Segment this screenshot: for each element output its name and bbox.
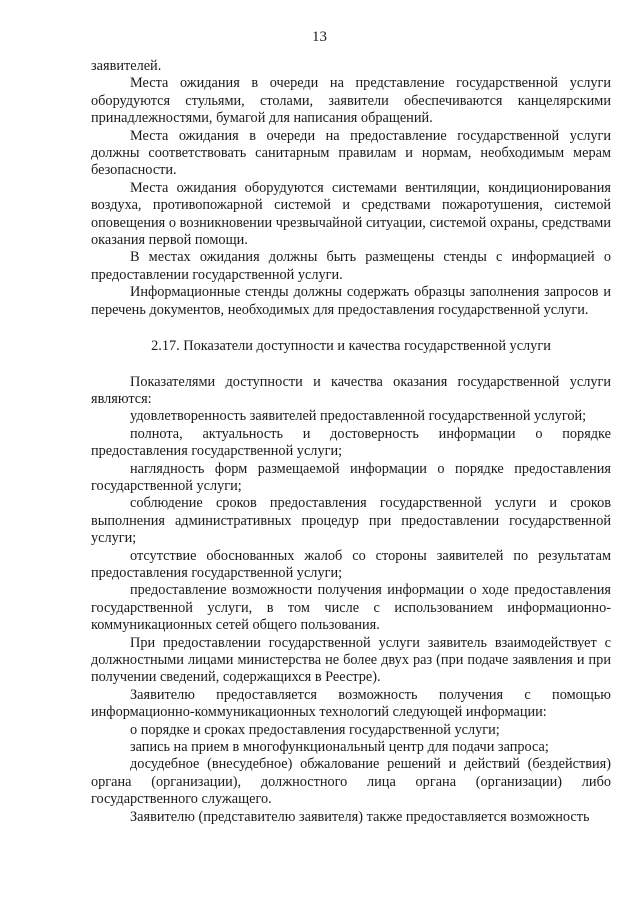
list-item: наглядность форм размещаемой информации о порядке предоставления государственной услуги;	[91, 460, 611, 494]
paragraph: При предоставлении государственной услуги заявитель взаимодействует с должностными лицами министерства не более двух раз (при подаче заявления и при получении сведений, содержащихся в Реестре).	[91, 634, 611, 686]
paragraph: Места ожидания в очереди на предоставление государственной услуги должны соответствовать санитарным правилам и нормам, необходимым мерам безопасности.	[91, 127, 611, 179]
paragraph: Показателями доступности и качества оказания государственной услуги являются:	[91, 373, 611, 407]
list-item: предоставление возможности получения информации о ходе предоставления государственной услуги, в том числе с использованием информационно-коммуникационных сетей общего пользования.	[91, 582, 611, 634]
document-body	[91, 58, 611, 826]
page-number: 13	[312, 29, 327, 45]
paragraph: Места ожидания оборудуются системами вентиляции, кондиционирования воздуха, противопожарной системой и средствами пожаротушения, системой оповещения о возникновении чрезвычайной ситуации, системой охраны, средствами оказания первой помощи.	[91, 179, 611, 249]
list-item: отсутствие обоснованных жалоб со стороны заявителей по результатам предоставления государственной услуги;	[91, 547, 611, 581]
list-item: удовлетворенность заявителей предоставленной государственной услугой;	[130, 408, 587, 425]
list-item: о порядке и сроках предоставления государственной услуги;	[130, 721, 500, 738]
list-item: досудебное (внесудебное) обжалование решений и действий (бездействия) органа (организации), должностного лица органа (организации) либо государственного служащего.	[91, 756, 611, 808]
section-heading: 2.17. Показатели доступности и качества государственной услуги	[151, 338, 551, 355]
list-item: соблюдение сроков предоставления государственной услуги и сроков выполнения административных процедур при предоставлении государственной услуги;	[91, 495, 611, 547]
paragraph: Информационные стенды должны содержать образцы заполнения запросов и перечень документов, необходимых для предоставления государственной услуги.	[91, 284, 611, 318]
paragraph: Заявителю (представителю заявителя) также предоставляется возможность	[130, 808, 590, 825]
paragraph: Заявителю предоставляется возможность получения с помощью информационно-коммуникационных технологий следующей информации:	[91, 686, 611, 721]
paragraph: В местах ожидания должны быть размещены стенды с информацией о предоставлении государственной услуги.	[91, 249, 611, 283]
list-item: полнота, актуальность и достоверность информации о порядке предоставления государственной услуги;	[91, 425, 611, 460]
paragraph: Места ожидания в очереди на представление государственной услуги оборудуются стульями, столами, заявители обеспечиваются канцелярскими принадлежностями, бумагой для написания обращений.	[91, 75, 611, 127]
paragraph: заявителей.	[91, 58, 162, 74]
list-item: запись на прием в многофункциональный центр для подачи запроса;	[130, 739, 549, 756]
